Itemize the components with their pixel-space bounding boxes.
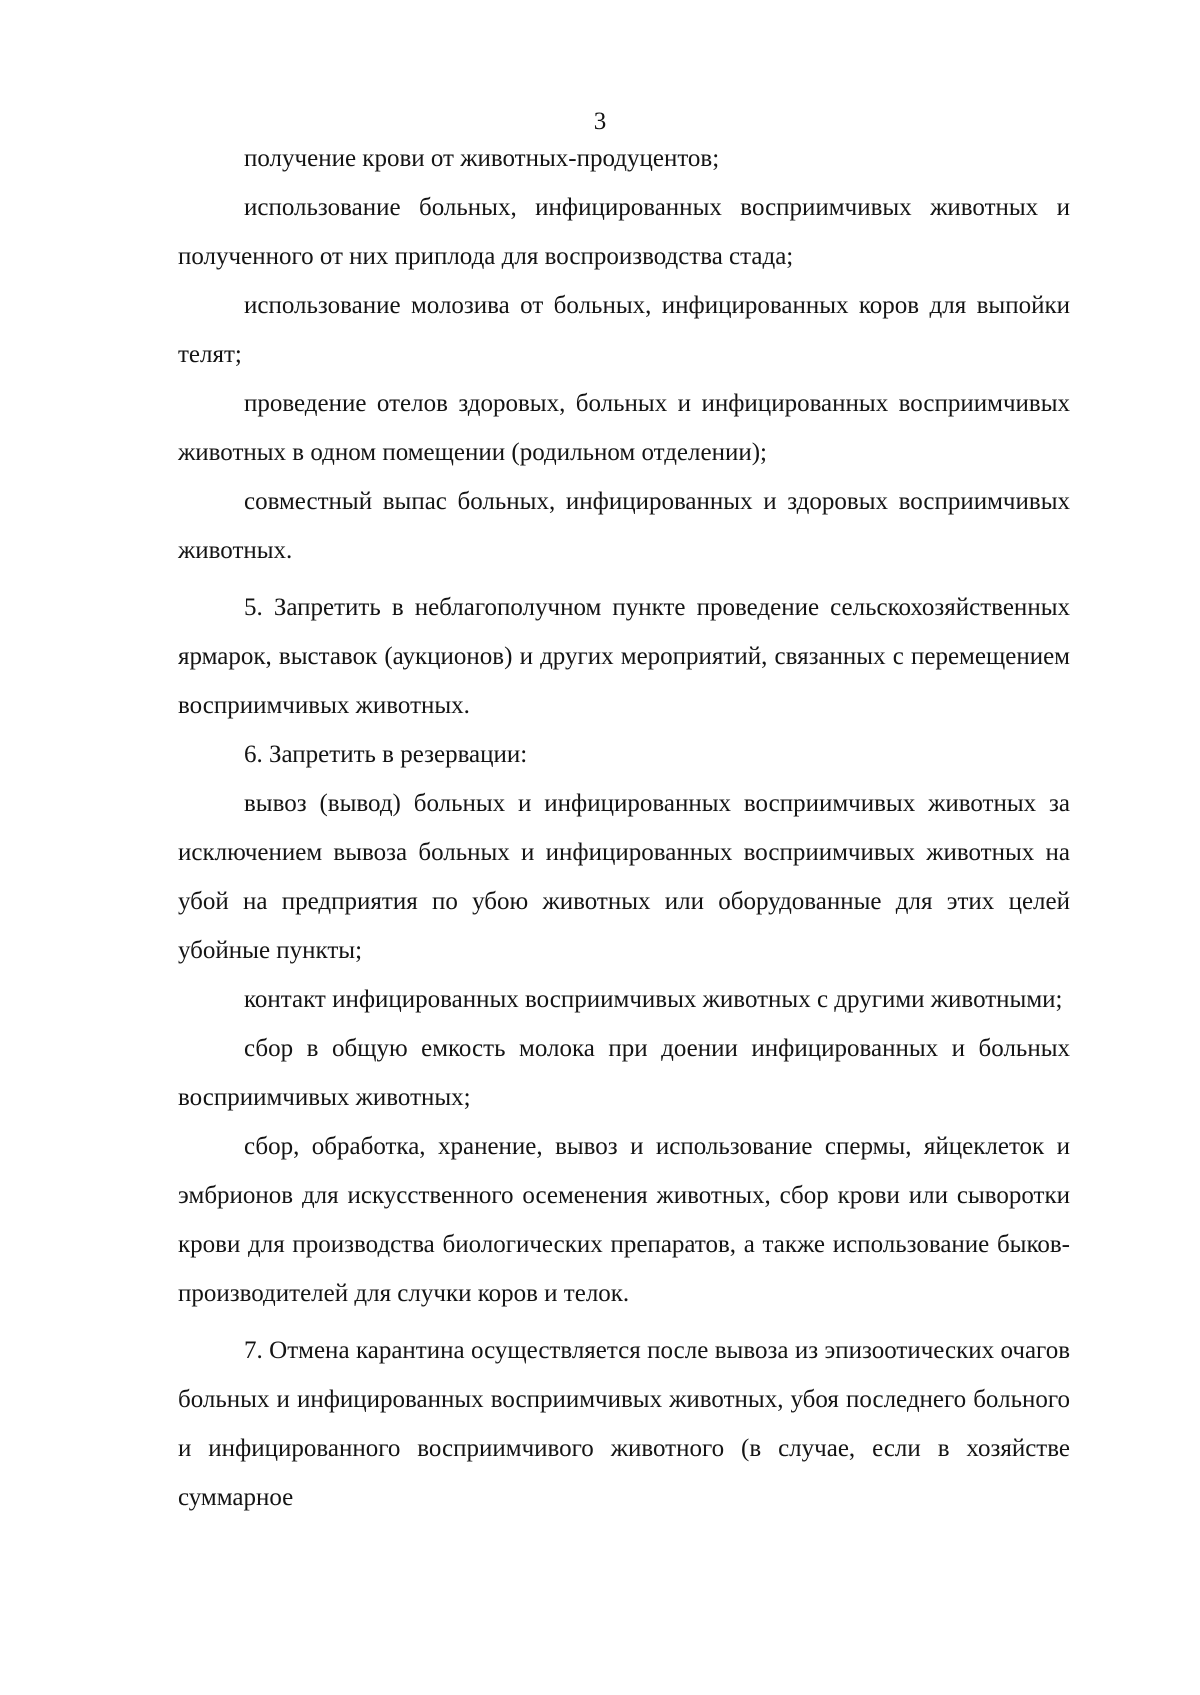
paragraph-joint-grazing: совместный выпас больных, инфицированных и здоровых восприимчивых животных. [178, 488, 1070, 564]
paragraph-milk-collection: сбор в общую емкость молока при доении инфицированных и больных восприимчивых животных; [178, 1035, 1070, 1111]
document-body [178, 134, 1070, 1522]
paragraph-colostrum: использование молозива от больных, инфицированных коров для выпойки телят; [178, 292, 1070, 368]
paragraph-blood-collection: получение крови от животных-продуцентов; [244, 145, 720, 172]
page-number: 3 [593, 108, 607, 135]
paragraph-removal-of-animals: вывоз (вывод) больных и инфицированных восприимчивых животных за исключением вывоза больных и инфицированных восприимчивых животных на убой на предприятия по убою животных или оборудованные для этих целей убойные пункты; [178, 790, 1070, 964]
paragraph-item-7: 7. Отмена карантина осуществляется после вывоза из эпизоотических очагов больных и инфицированных восприимчивых животных, убоя последнего больного и инфицированного восприимчивого животного (в случае, если в хозяйстве суммарное [178, 1337, 1070, 1511]
paragraph-contact: контакт инфицированных восприимчивых животных с другими животными; [244, 986, 1063, 1013]
paragraph-sperm-embryos: сбор, обработка, хранение, вывоз и использование спермы, яйцеклеток и эмбрионов для искусственного осеменения животных, сбор крови или сыворотки крови для производства биологических препаратов, а также использование быков-производителей для случки коров и телок. [178, 1133, 1070, 1307]
paragraph-item-5: 5. Запретить в неблагополучном пункте проведение сельскохозяйственных ярмарок, выставок (аукционов) и других мероприятий, связанных с перемещением восприимчивых животных. [178, 594, 1070, 719]
paragraph-calving: проведение отелов здоровых, больных и инфицированных восприимчивых животных в одном помещении (родильном отделении); [178, 390, 1070, 466]
paragraph-use-of-sick-animals: использование больных, инфицированных восприимчивых животных и полученного от них приплода для воспроизводства стада; [178, 194, 1070, 270]
paragraph-item-6-heading: 6. Запретить в резервации: [244, 741, 528, 768]
